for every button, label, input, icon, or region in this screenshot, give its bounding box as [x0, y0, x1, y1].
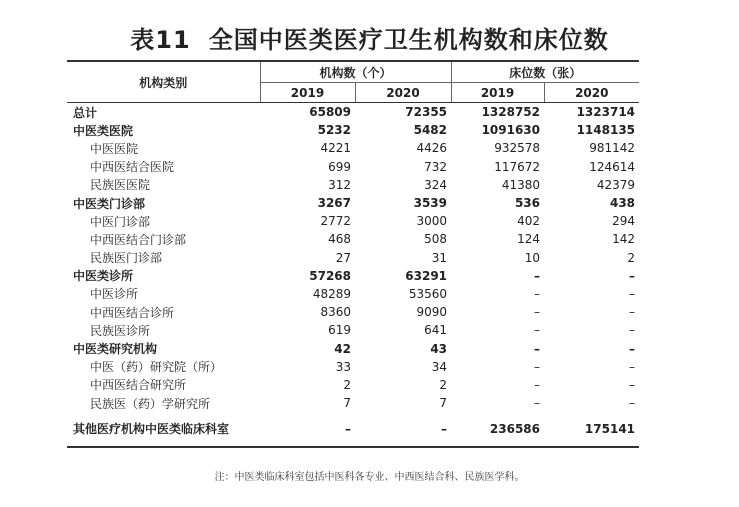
table-cell: 57268: [309, 268, 351, 283]
table-cell: 2772: [320, 214, 351, 229]
table-cell: 3539: [413, 196, 448, 211]
table-cell: –: [534, 377, 541, 392]
table-row: [67, 358, 639, 376]
statistics-table: [67, 60, 639, 448]
table-cell: 468: [328, 232, 351, 247]
table-cell: 10: [524, 250, 541, 265]
table-body: [67, 103, 639, 448]
table-row: [67, 139, 639, 157]
row-label: 总计: [73, 105, 98, 120]
table-cell: 5482: [413, 123, 448, 138]
table-cell: –: [629, 323, 636, 338]
table-cell: 932578: [494, 141, 541, 156]
table-cell: 5232: [317, 123, 351, 138]
row-label: 民族医诊所: [90, 323, 151, 338]
table-row: [67, 303, 639, 321]
table-cell: 294: [612, 214, 636, 229]
row-label: 民族医门诊部: [90, 251, 163, 266]
table-cell: 619: [328, 323, 351, 338]
table-row: [67, 321, 639, 339]
table-cell: 1323714: [576, 105, 636, 120]
table-cell: 236586: [451, 412, 544, 447]
row-label: 中西医结合研究所: [90, 378, 187, 393]
table-cell: 732: [424, 159, 448, 174]
column-header-year: 2020: [355, 83, 451, 103]
column-group-beds: 床位数（张）: [451, 61, 639, 83]
table-cell: –: [534, 268, 541, 283]
row-label: 民族医医院: [90, 178, 151, 193]
table-cell: 3000: [416, 214, 448, 229]
table-row: [67, 212, 639, 230]
table-cell: –: [629, 268, 636, 283]
table-cell: 53560: [408, 286, 448, 301]
table-cell: 65809: [309, 105, 351, 120]
table-row: [67, 249, 639, 267]
row-label: 中医类门诊部: [73, 196, 146, 211]
table-cell: 3267: [317, 196, 351, 211]
table-cell: –: [629, 286, 636, 301]
table-row: [67, 339, 639, 357]
table-cell: –: [534, 323, 541, 338]
table-cell: 117672: [494, 159, 541, 174]
table-cell: –: [534, 396, 541, 411]
table-row: [67, 230, 639, 248]
table-title-text: 全国中医类医疗卫生机构数和床位数: [208, 26, 609, 54]
table-cell: 34: [431, 359, 448, 374]
table-row: [67, 103, 639, 122]
table-cell: 1091630: [481, 123, 541, 138]
table-row: [67, 285, 639, 303]
row-label: 中医类诊所: [73, 269, 134, 284]
column-header-year: 2019: [260, 83, 355, 103]
table-cell: –: [629, 341, 636, 356]
row-label: 中医医院: [90, 141, 139, 156]
table-cell: 8360: [320, 305, 351, 320]
table-cell: 641: [424, 323, 448, 338]
table-row: [67, 158, 639, 176]
table-cell: 312: [328, 177, 351, 192]
table-cell: 4221: [320, 141, 351, 156]
table-cell: 699: [328, 159, 351, 174]
table-cell: 48289: [312, 286, 351, 301]
table-cell: –: [534, 359, 541, 374]
row-label: 中西医结合医院: [90, 160, 175, 175]
table-cell: 124: [517, 232, 541, 247]
row-label: 中医（药）研究院（所）: [90, 360, 223, 375]
table-cell: 72355: [405, 105, 448, 120]
column-header-year: 2019: [451, 83, 544, 103]
table-cell: 33: [335, 359, 351, 374]
table-row: [67, 267, 639, 285]
table-cell: 324: [424, 177, 448, 192]
table-cell: –: [534, 286, 541, 301]
table-cell: –: [534, 305, 541, 320]
table-row: [67, 121, 639, 139]
table-row: [67, 412, 639, 447]
table-cell: –: [629, 377, 636, 392]
table-title: [0, 20, 739, 55]
column-header-category: 机构类别: [67, 61, 260, 103]
table-row: [67, 194, 639, 212]
table-cell: 142: [612, 232, 636, 247]
table-cell: 63291: [405, 268, 448, 283]
table-cell: –: [629, 305, 636, 320]
column-header-year: 2020: [544, 83, 639, 103]
table-cell: –: [260, 412, 355, 447]
table-cell: 31: [431, 250, 448, 265]
table-cell: 124614: [589, 159, 636, 174]
table-cell: 41380: [501, 177, 541, 192]
table-cell: –: [629, 396, 636, 411]
table-cell: 42: [334, 341, 351, 356]
table-cell: –: [534, 341, 541, 356]
table-cell: 1148135: [576, 123, 636, 138]
table-number: 表11: [130, 26, 191, 54]
table-cell: –: [355, 412, 451, 447]
table-cell: 2: [627, 250, 636, 265]
row-label: 中医类医院: [73, 123, 134, 138]
table-cell: 4426: [416, 141, 448, 156]
table-cell: 536: [514, 196, 541, 211]
table-cell: 2: [439, 377, 448, 392]
table-row: [67, 394, 639, 412]
table-cell: –: [629, 359, 636, 374]
table-cell: 438: [609, 196, 636, 211]
table-cell: 981142: [589, 141, 636, 156]
row-label: 其他医疗机构中医类临床科室: [67, 412, 260, 447]
table-cell: 2: [343, 377, 351, 392]
row-label: 中医诊所: [90, 287, 139, 302]
table-cell: 42379: [596, 177, 636, 192]
table-cell: 27: [335, 250, 351, 265]
row-label: 中医门诊部: [90, 214, 151, 229]
table-cell: 43: [430, 341, 448, 356]
row-label: 中西医结合诊所: [90, 305, 175, 320]
table-cell: 1328752: [481, 105, 541, 120]
row-label: 中医类研究机构: [73, 342, 158, 357]
row-label: 民族医（药）学研究所: [90, 396, 211, 411]
table-row: [67, 176, 639, 194]
table-cell: 175141: [544, 412, 639, 447]
footnote: 注：中医类临床科室包括中医科各专业、中西医结合科、民族医学科。: [214, 472, 525, 483]
table-cell: 7: [439, 396, 448, 411]
table-cell: 9090: [416, 305, 448, 320]
table-cell: 7: [343, 396, 351, 411]
column-group-institutions: 机构数（个）: [260, 61, 451, 83]
table-row: [67, 376, 639, 394]
table-cell: 402: [517, 214, 541, 229]
table-cell: 508: [424, 232, 448, 247]
row-label: 中西医结合门诊部: [90, 232, 187, 247]
